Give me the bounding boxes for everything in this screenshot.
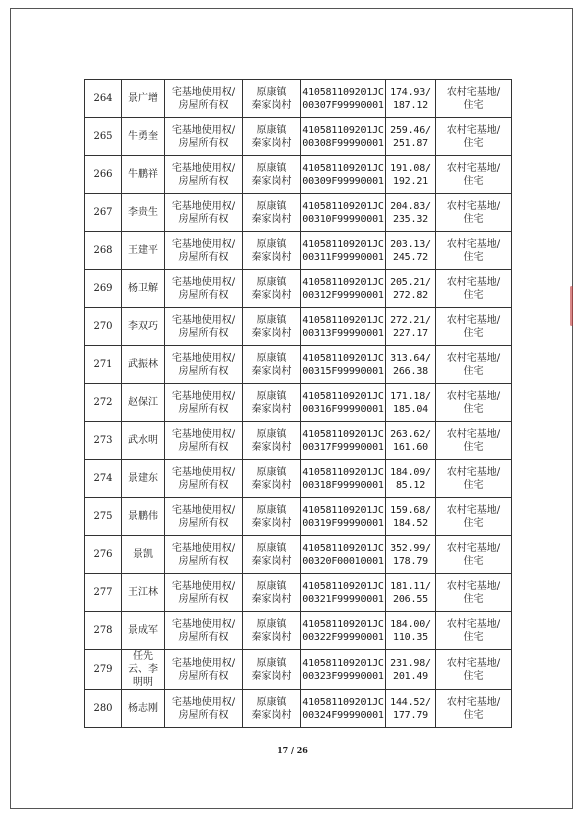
table-row [85,650,512,690]
location-cell: 原康镇 秦家岗村 [243,118,301,156]
right-type-cell: 宅基地使用权/ 房屋所有权 [165,232,243,270]
unit-code-cell: 410581109201JC 00322F99990001 [301,612,386,650]
area-cell: 181.11/ 206.55 [386,574,436,612]
holder-name-cell: 景鹏伟 [122,498,165,536]
holder-name-cell: 李双巧 [122,308,165,346]
right-type-cell: 宅基地使用权/ 房屋所有权 [165,536,243,574]
row-number-cell: 270 [85,308,122,346]
right-type-cell: 宅基地使用权/ 房屋所有权 [165,650,243,690]
holder-name-cell: 景凯 [122,536,165,574]
area-cell: 272.21/ 227.17 [386,308,436,346]
row-number-cell: 277 [85,574,122,612]
table-row [85,612,512,650]
table-body [85,80,512,728]
location-cell: 原康镇 秦家岗村 [243,232,301,270]
unit-code-cell: 410581109201JC 00318F99990001 [301,460,386,498]
location-cell: 原康镇 秦家岗村 [243,80,301,118]
holder-name-cell: 杨卫解 [122,270,165,308]
area-cell: 203.13/ 245.72 [386,232,436,270]
land-use-cell: 农村宅基地/ 住宅 [436,308,512,346]
right-type-cell: 宅基地使用权/ 房屋所有权 [165,498,243,536]
table-row [85,194,512,232]
row-number-cell: 275 [85,498,122,536]
unit-code-cell: 410581109201JC 00311F99990001 [301,232,386,270]
right-type-cell: 宅基地使用权/ 房屋所有权 [165,460,243,498]
land-use-cell: 农村宅基地/ 住宅 [436,156,512,194]
location-cell: 原康镇 秦家岗村 [243,194,301,232]
row-number-cell: 279 [85,650,122,690]
area-cell: 184.00/ 110.35 [386,612,436,650]
location-cell: 原康镇 秦家岗村 [243,384,301,422]
area-cell: 263.62/ 161.60 [386,422,436,460]
table-row [85,574,512,612]
row-number-cell: 276 [85,536,122,574]
land-use-cell: 农村宅基地/ 住宅 [436,690,512,728]
land-use-cell: 农村宅基地/ 住宅 [436,574,512,612]
unit-code-cell: 410581109201JC 00317F99990001 [301,422,386,460]
location-cell: 原康镇 秦家岗村 [243,536,301,574]
land-use-cell: 农村宅基地/ 住宅 [436,536,512,574]
area-cell: 205.21/ 272.82 [386,270,436,308]
right-type-cell: 宅基地使用权/ 房屋所有权 [165,308,243,346]
row-number-cell: 271 [85,346,122,384]
table-row [85,308,512,346]
location-cell: 原康镇 秦家岗村 [243,612,301,650]
holder-name-cell: 景广增 [122,80,165,118]
area-cell: 352.99/ 178.79 [386,536,436,574]
right-type-cell: 宅基地使用权/ 房屋所有权 [165,118,243,156]
table-row [85,118,512,156]
table-row [85,690,512,728]
location-cell: 原康镇 秦家岗村 [243,650,301,690]
holder-name-cell: 牛勇奎 [122,118,165,156]
row-number-cell: 278 [85,612,122,650]
table-row [85,232,512,270]
table-row [85,498,512,536]
unit-code-cell: 410581109201JC 00309F99990001 [301,156,386,194]
unit-code-cell: 410581109201JC 00316F99990001 [301,384,386,422]
margin-mark [570,286,573,326]
land-use-cell: 农村宅基地/ 住宅 [436,422,512,460]
land-use-cell: 农村宅基地/ 住宅 [436,346,512,384]
unit-code-cell: 410581109201JC 00323F99990001 [301,650,386,690]
area-cell: 259.46/ 251.87 [386,118,436,156]
right-type-cell: 宅基地使用权/ 房屋所有权 [165,690,243,728]
row-number-cell: 264 [85,80,122,118]
table-row [85,422,512,460]
unit-code-cell: 410581109201JC 00312F99990001 [301,270,386,308]
table-row [85,156,512,194]
right-type-cell: 宅基地使用权/ 房屋所有权 [165,156,243,194]
location-cell: 原康镇 秦家岗村 [243,460,301,498]
unit-code-cell: 410581109201JC 00307F99990001 [301,80,386,118]
unit-code-cell: 410581109201JC 00308F99990001 [301,118,386,156]
right-type-cell: 宅基地使用权/ 房屋所有权 [165,80,243,118]
land-use-cell: 农村宅基地/ 住宅 [436,80,512,118]
row-number-cell: 272 [85,384,122,422]
holder-name-cell: 武水明 [122,422,165,460]
registration-table [84,79,512,728]
location-cell: 原康镇 秦家岗村 [243,308,301,346]
holder-name-cell: 王建平 [122,232,165,270]
area-cell: 204.83/ 235.32 [386,194,436,232]
table-row [85,346,512,384]
row-number-cell: 265 [85,118,122,156]
location-cell: 原康镇 秦家岗村 [243,690,301,728]
unit-code-cell: 410581109201JC 00319F99990001 [301,498,386,536]
location-cell: 原康镇 秦家岗村 [243,346,301,384]
unit-code-cell: 410581109201JC 00313F99990001 [301,308,386,346]
location-cell: 原康镇 秦家岗村 [243,270,301,308]
land-use-cell: 农村宅基地/ 住宅 [436,232,512,270]
holder-name-cell: 杨志刚 [122,690,165,728]
row-number-cell: 266 [85,156,122,194]
area-cell: 191.08/ 192.21 [386,156,436,194]
right-type-cell: 宅基地使用权/ 房屋所有权 [165,422,243,460]
row-number-cell: 273 [85,422,122,460]
row-number-cell: 274 [85,460,122,498]
unit-code-cell: 410581109201JC 00310F99990001 [301,194,386,232]
area-cell: 174.93/ 187.12 [386,80,436,118]
right-type-cell: 宅基地使用权/ 房屋所有权 [165,346,243,384]
holder-name-cell: 王江林 [122,574,165,612]
area-cell: 184.09/ 85.12 [386,460,436,498]
land-use-cell: 农村宅基地/ 住宅 [436,460,512,498]
table-row [85,270,512,308]
location-cell: 原康镇 秦家岗村 [243,498,301,536]
land-use-cell: 农村宅基地/ 住宅 [436,612,512,650]
holder-name-cell: 景成军 [122,612,165,650]
land-use-cell: 农村宅基地/ 住宅 [436,270,512,308]
right-type-cell: 宅基地使用权/ 房屋所有权 [165,574,243,612]
unit-code-cell: 410581109201JC 00320F00010001 [301,536,386,574]
area-cell: 231.98/ 201.49 [386,650,436,690]
unit-code-cell: 410581109201JC 00324F99990001 [301,690,386,728]
holder-name-cell: 李贵生 [122,194,165,232]
holder-name-cell: 牛鹏祥 [122,156,165,194]
area-cell: 171.18/ 185.04 [386,384,436,422]
land-use-cell: 农村宅基地/ 住宅 [436,194,512,232]
land-use-cell: 农村宅基地/ 住宅 [436,384,512,422]
holder-name-cell: 任先 云、李 明明 [122,650,165,690]
row-number-cell: 268 [85,232,122,270]
right-type-cell: 宅基地使用权/ 房屋所有权 [165,384,243,422]
right-type-cell: 宅基地使用权/ 房屋所有权 [165,194,243,232]
table-row [85,384,512,422]
area-cell: 144.52/ 177.79 [386,690,436,728]
holder-name-cell: 武振林 [122,346,165,384]
area-cell: 313.64/ 266.38 [386,346,436,384]
holder-name-cell: 赵保江 [122,384,165,422]
area-cell: 159.68/ 184.52 [386,498,436,536]
location-cell: 原康镇 秦家岗村 [243,156,301,194]
right-type-cell: 宅基地使用权/ 房屋所有权 [165,612,243,650]
unit-code-cell: 410581109201JC 00315F99990001 [301,346,386,384]
table-row [85,536,512,574]
table-row [85,460,512,498]
right-type-cell: 宅基地使用权/ 房屋所有权 [165,270,243,308]
land-use-cell: 农村宅基地/ 住宅 [436,118,512,156]
location-cell: 原康镇 秦家岗村 [243,574,301,612]
location-cell: 原康镇 秦家岗村 [243,422,301,460]
land-use-cell: 农村宅基地/ 住宅 [436,498,512,536]
land-use-cell: 农村宅基地/ 住宅 [436,650,512,690]
holder-name-cell: 景建东 [122,460,165,498]
row-number-cell: 269 [85,270,122,308]
row-number-cell: 267 [85,194,122,232]
unit-code-cell: 410581109201JC 00321F99990001 [301,574,386,612]
page-number: 17 / 26 [277,745,308,755]
row-number-cell: 280 [85,690,122,728]
table-row [85,80,512,118]
